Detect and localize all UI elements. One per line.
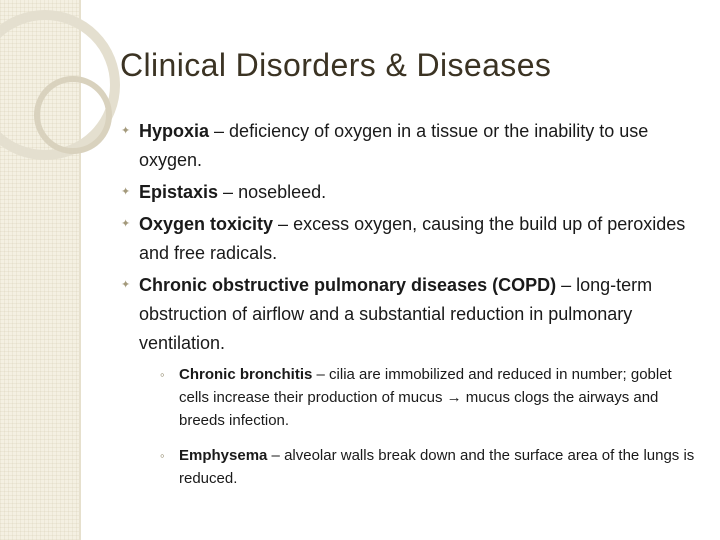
bullet-copd [120,271,705,358]
sub-bullet-marker-icon: ◦ [160,448,165,463]
slide-title: Clinical Disorders & Diseases [120,47,552,83]
separator: – [267,447,285,464]
term-emphysema: Emphysema [179,447,268,464]
sub-bullet-chronic-bronchitis [160,363,705,432]
separator: – [273,214,294,234]
separator: – [218,182,239,202]
term-oxygen-toxicity: Oxygen toxicity [139,214,274,234]
bullet-marker-icon: ✦ [121,279,131,291]
definition-copd: long-term obstruction of airflow and a substantial reduction in pulmonary ventilation. [139,275,653,353]
definition-chronic-bronchitis: cilia are immobilized and reduced in number; goblet cells increase their production of mucus → mucus clogs the airways and breeds infection. [179,366,672,429]
definition-emphysema: alveolar walls break down and the surface area of the lungs is reduced. [179,447,695,487]
inner-ring [37,79,109,151]
sub-bullet-emphysema [160,444,705,490]
bullet-oxygen-toxicity [120,210,705,268]
sub-bullet-marker-icon: ◦ [160,367,165,382]
definition-oxygen-toxicity: excess oxygen, causing the build up of peroxides and free radicals. [139,214,686,263]
bullet-marker-icon: ✦ [121,218,131,230]
term-hypoxia: Hypoxia [139,121,210,141]
bullet-marker-icon: ✦ [121,186,131,198]
definition-epistaxis: nosebleed. [238,182,327,202]
separator: – [209,121,230,141]
term-copd: Chronic obstructive pulmonary diseases (COPD) [139,275,557,295]
bullet-hypoxia [120,117,705,175]
bullet-marker-icon: ✦ [121,125,131,137]
definition-hypoxia: deficiency of oxygen in a tissue or the inability to use oxygen. [139,121,649,170]
separator: – [556,275,577,295]
separator: – [312,366,330,383]
term-chronic-bronchitis: Chronic bronchitis [179,366,313,383]
slide-content [120,117,705,502]
term-epistaxis: Epistaxis [139,182,219,202]
bullet-epistaxis [120,178,705,207]
